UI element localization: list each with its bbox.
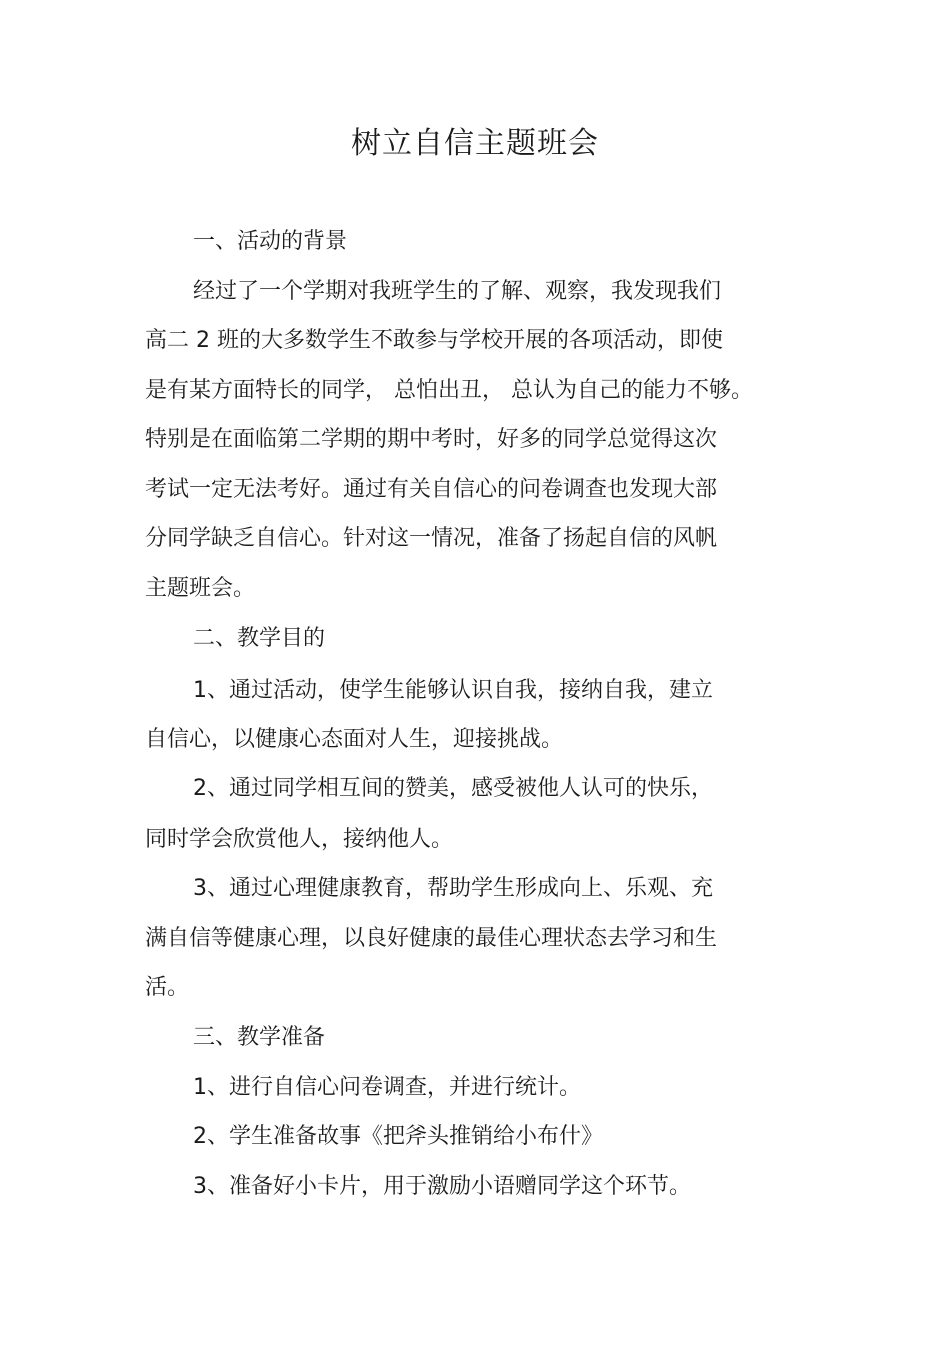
list-item-line: 2、学生准备故事《把斧头推销给小布什》 xyxy=(193,1124,603,1149)
section-heading-background: 一、活动的背景 xyxy=(193,229,348,254)
list-item-line: 活。 xyxy=(145,975,190,1000)
paragraph-line: 高二 2 班的大多数学生不敢参与学校开展的各项活动，即使 xyxy=(145,328,723,353)
document-title: 树立自信主题班会 xyxy=(351,126,599,161)
paragraph-line: 是有某方面特长的同学， 总怕出丑， 总认为自己的能力不够。 xyxy=(145,378,753,403)
paragraph-line: 考试一定无法考好。通过有关自信心的问卷调查也发现大部 xyxy=(145,477,718,502)
paragraph-line: 经过了一个学期对我班学生的了解、观察，我发现我们 xyxy=(193,279,722,304)
paragraph-line: 分同学缺乏自信心。针对这一情况，准备了扬起自信的风帆 xyxy=(145,526,718,551)
list-item-line: 1、进行自信心问卷调查，并进行统计。 xyxy=(193,1075,581,1100)
list-item-line: 自信心，以健康心态面对人生，迎接挑战。 xyxy=(145,727,564,752)
list-item-line: 3、准备好小卡片，用于激励小语赠同学这个环节。 xyxy=(193,1174,691,1199)
list-item-line: 满自信等健康心理，以良好健康的最佳心理状态去学习和生 xyxy=(145,926,718,951)
section-heading-goals: 二、教学目的 xyxy=(193,626,326,651)
paragraph-line: 特别是在面临第二学期的期中考时，好多的同学总觉得这次 xyxy=(145,427,718,452)
list-item-line: 同时学会欣赏他人，接纳他人。 xyxy=(145,827,454,852)
paragraph-line: 主题班会。 xyxy=(145,576,256,601)
list-item-line: 3、通过心理健康教育，帮助学生形成向上、乐观、充 xyxy=(193,876,713,901)
list-item-line: 2、通过同学相互间的赞美，感受被他人认可的快乐， xyxy=(193,776,713,801)
list-item-line: 1、通过活动，使学生能够认识自我，接纳自我，建立 xyxy=(193,678,713,703)
section-heading-preparation: 三、教学准备 xyxy=(193,1025,326,1050)
